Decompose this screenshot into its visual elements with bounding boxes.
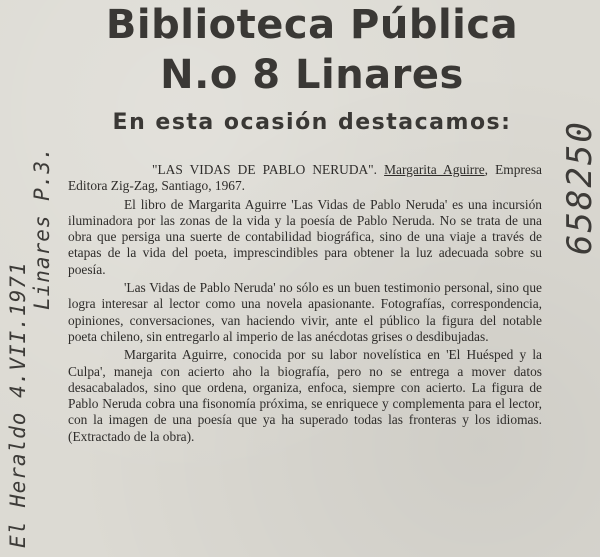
book-author: Margarita Aguirre (384, 162, 485, 177)
headline-line-2: N.o 8 Linares (160, 52, 464, 98)
handwritten-catalog-number: 658250 (560, 120, 600, 255)
article-paragraph-2: 'Las Vidas de Pablo Neruda' no sólo es un buen testimonio personal, sino que logra interesar al lector como una novela apasionante. Fotografías, correspondencia, opiniones, conversaciones, van haciendo vivir, ante el público la figura del notable poeta chileno, sin entregarlo al imperio de las anécdotas grises o desdibujadas. (68, 280, 542, 344)
citation-paragraph (68, 162, 542, 195)
subheadline: En esta ocasión destacamos: (112, 110, 512, 135)
handwritten-source-note: El Heraldo 4.VII.1971 (6, 261, 30, 548)
headline-line-1: Biblioteca Pública (105, 2, 519, 48)
article-paragraph-3: Margarita Aguirre, conocida por su labor novelística en 'El Huésped y la Culpa', maneja con acierto aho la biografía, pero no se entrega a mover datos desacabalados, sino que ordena, organiza, enfoca, siempre con acierto. La figura de Pablo Neruda cobra una fisonomía próxima, se enriquece y complementa para el lector, con la imagen de una poesía que ya ha superado todas las fronteras y los idiomas. (Extractado de la obra). (68, 347, 542, 444)
book-title: "LAS VIDAS DE PABLO NERUDA". (152, 162, 377, 177)
handwritten-location-note: Linares P.3. (30, 146, 54, 310)
article-paragraph-1: El libro de Margarita Aguirre 'Las Vidas de Pablo Neruda' es una incursión iluminadora por las zonas de la vida y la poesía de Pablo Neruda. No se trata de una obra que persiga una suerte de contabilidad biográfica, sino de una viaje a través de etapas de la vida del poeta, imprescindibles para obtener la luz adecuada sobre su poesía. (68, 196, 542, 277)
article-body (68, 162, 542, 445)
book-publisher: , Empresa Editora Zig-Zag, Santiago, 1967. (68, 162, 542, 194)
